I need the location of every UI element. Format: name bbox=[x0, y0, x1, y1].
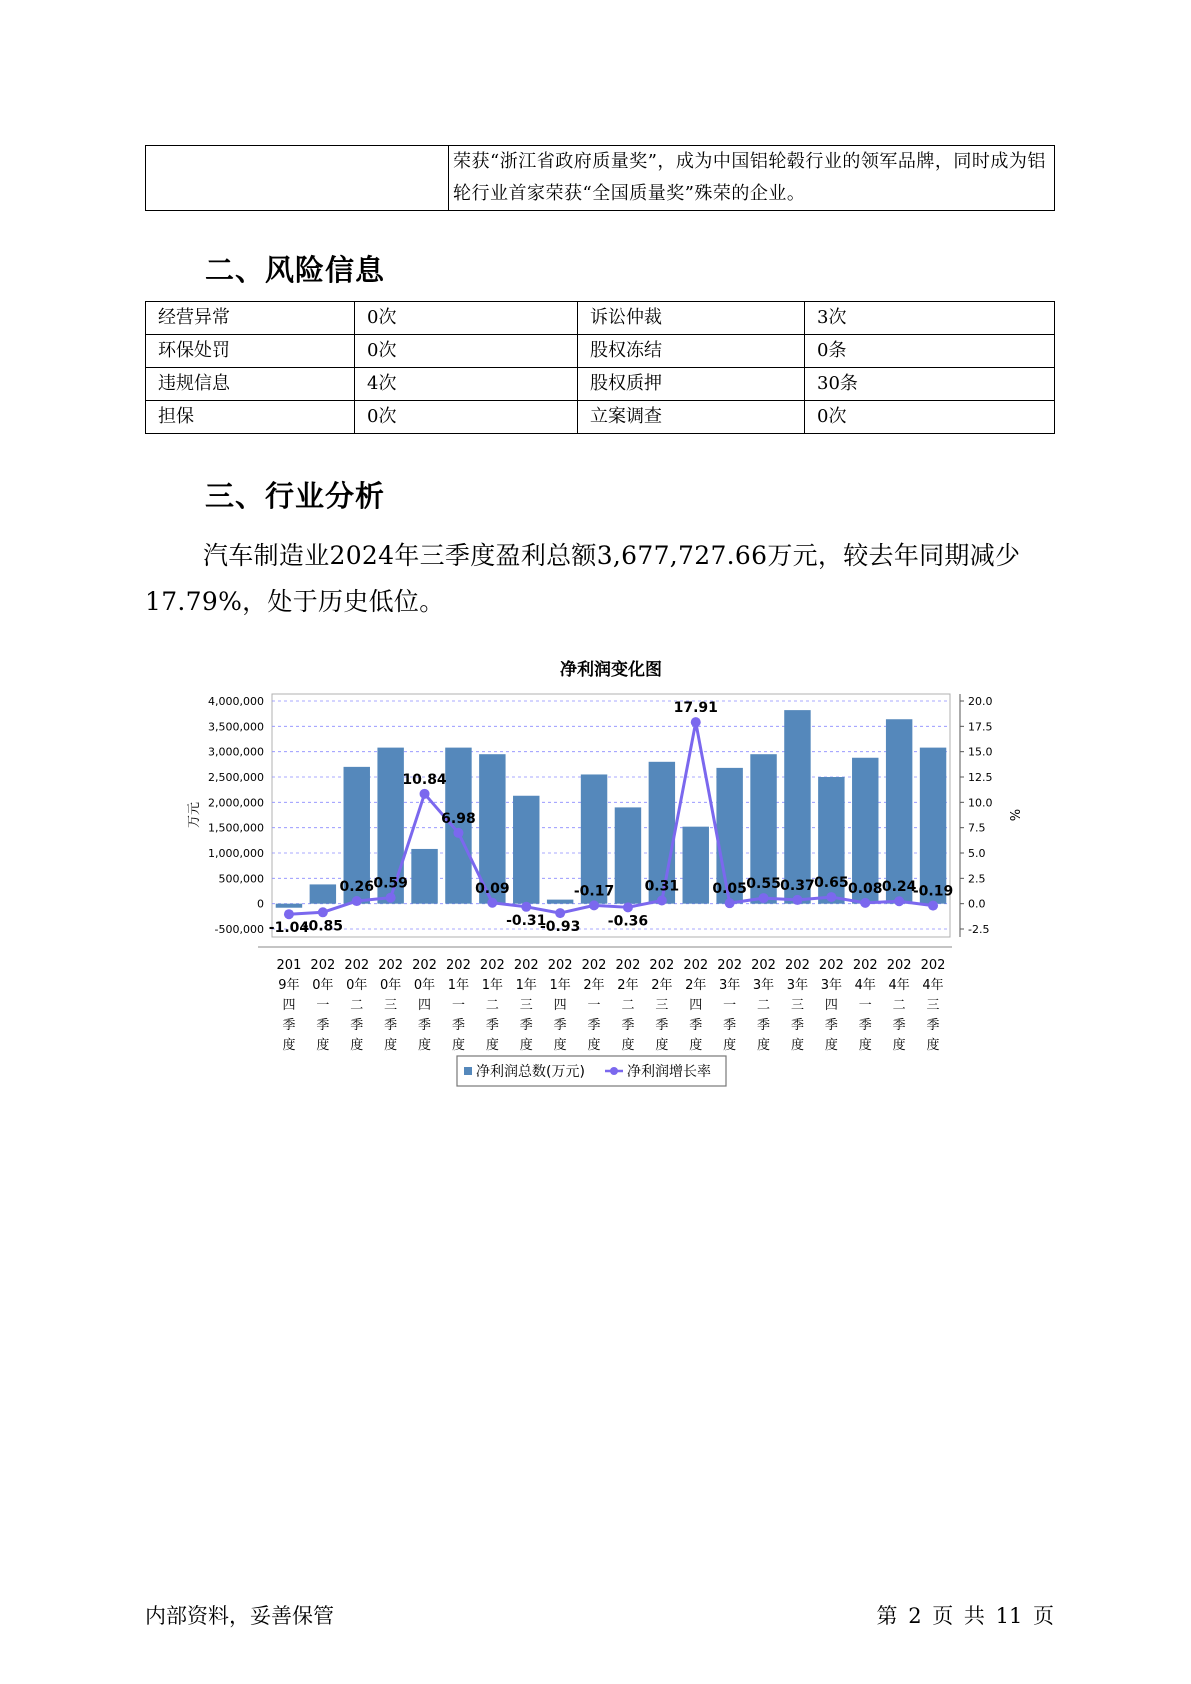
company-info-table bbox=[145, 145, 1055, 211]
x-tick-label: 度 bbox=[316, 1038, 330, 1053]
growth-point bbox=[284, 909, 294, 919]
x-tick-label: 度 bbox=[824, 1038, 838, 1053]
y2-tick-label: 2.5 bbox=[968, 872, 986, 886]
x-tick-label: 季 bbox=[757, 1018, 771, 1033]
x-tick-label: 202 bbox=[717, 958, 743, 973]
risk-value-cell: 4次 bbox=[355, 368, 578, 401]
x-tick-label: 四 bbox=[824, 998, 838, 1013]
growth-point bbox=[759, 893, 769, 903]
x-tick-label: 1年 bbox=[447, 978, 470, 993]
x-tick-label: 季 bbox=[689, 1018, 703, 1033]
x-tick-label: 4年 bbox=[922, 978, 944, 993]
data-label: -0.36 bbox=[607, 913, 649, 930]
growth-point bbox=[318, 907, 328, 917]
x-tick-label: 季 bbox=[621, 1018, 635, 1033]
x-tick-label: 0年 bbox=[380, 978, 402, 993]
x-tick-label: 202 bbox=[649, 958, 675, 973]
x-tick-label: 季 bbox=[418, 1018, 432, 1033]
data-label: -1.04 bbox=[268, 920, 310, 937]
x-tick-label: 三 bbox=[790, 998, 804, 1013]
y-tick-label: 1,000,000 bbox=[208, 847, 264, 860]
x-tick-label: 一 bbox=[451, 998, 465, 1013]
bar bbox=[683, 827, 709, 904]
y2-tick-label: 17.5 bbox=[968, 720, 993, 734]
x-tick-label: 度 bbox=[485, 1038, 499, 1053]
x-tick-label: 度 bbox=[621, 1038, 635, 1053]
growth-point bbox=[691, 717, 701, 727]
growth-point bbox=[589, 900, 599, 910]
x-tick-label: 二 bbox=[757, 998, 771, 1013]
net-profit-chart bbox=[180, 650, 1021, 1110]
chart-title: 净利润变化图 bbox=[560, 660, 662, 680]
x-tick-label: 四 bbox=[282, 998, 296, 1013]
footer-page-number: 第 2 页 共 11 页 bbox=[876, 1604, 1054, 1628]
bar bbox=[310, 884, 336, 903]
y2-axis-title: % bbox=[1006, 808, 1021, 822]
x-tick-label: 季 bbox=[723, 1018, 737, 1033]
x-tick-label: 季 bbox=[655, 1018, 669, 1033]
x-tick-label: 季 bbox=[316, 1018, 330, 1033]
growth-point bbox=[521, 902, 531, 912]
data-label: 17.91 bbox=[673, 700, 718, 717]
y-tick-label: 500,000 bbox=[218, 872, 264, 886]
x-tick-label: 季 bbox=[519, 1018, 533, 1033]
x-tick-label: 度 bbox=[587, 1038, 601, 1053]
bar bbox=[411, 849, 437, 904]
y-tick-label: 2,500,000 bbox=[208, 771, 264, 784]
table-row bbox=[146, 302, 1055, 335]
data-label: -0.85 bbox=[302, 918, 344, 935]
data-label: 0.26 bbox=[339, 879, 375, 896]
data-label: -0.17 bbox=[573, 883, 615, 900]
bar bbox=[920, 748, 946, 904]
risk-value-cell: 0次 bbox=[355, 302, 578, 335]
risk-label-cell: 违规信息 bbox=[146, 368, 355, 401]
x-tick-label: 季 bbox=[790, 1018, 804, 1033]
x-tick-label: 季 bbox=[282, 1018, 296, 1033]
x-tick-label: 季 bbox=[350, 1018, 364, 1033]
data-label: 0.59 bbox=[373, 875, 408, 892]
industry-analysis-paragraph: 汽车制造业2024年三季度盈利总额3,677,727.66万元，较去年同期减少17.79%，处于历史低位。 bbox=[145, 541, 1021, 616]
x-tick-label: 一 bbox=[587, 998, 601, 1013]
x-tick-label: 季 bbox=[451, 1018, 465, 1033]
x-tick-label: 202 bbox=[751, 958, 776, 973]
data-label: -0.19 bbox=[912, 883, 954, 900]
growth-point bbox=[453, 828, 463, 838]
risk-label-cell: 股权冻结 bbox=[578, 335, 805, 368]
x-tick-label: 202 bbox=[615, 958, 641, 973]
x-tick-label: 度 bbox=[858, 1038, 872, 1053]
x-tick-label: 202 bbox=[378, 958, 404, 973]
x-tick-label: 1年 bbox=[481, 978, 503, 993]
y2-tick-label: -2.5 bbox=[968, 923, 990, 936]
x-tick-label: 度 bbox=[384, 1038, 398, 1053]
bar bbox=[615, 807, 641, 903]
x-tick-label: 2年 bbox=[651, 978, 673, 993]
x-tick-label: 202 bbox=[818, 958, 844, 973]
x-tick-label: 202 bbox=[852, 958, 878, 973]
x-tick-label: 三 bbox=[655, 998, 669, 1013]
x-tick-label: 0年 bbox=[312, 978, 334, 993]
x-tick-label: 二 bbox=[350, 998, 364, 1013]
x-tick-label: 3年 bbox=[820, 978, 842, 993]
y-axis-title: 万元 bbox=[187, 801, 202, 829]
table-row bbox=[146, 368, 1055, 401]
risk-value-cell: 30条 bbox=[805, 368, 1055, 401]
x-tick-label: 度 bbox=[553, 1038, 567, 1053]
x-tick-label: 度 bbox=[451, 1038, 465, 1053]
data-label: -0.93 bbox=[539, 919, 581, 936]
x-tick-label: 季 bbox=[553, 1018, 567, 1033]
x-tick-label: 三 bbox=[926, 998, 940, 1013]
x-tick-label: 三 bbox=[519, 998, 533, 1013]
risk-value-cell: 0次 bbox=[805, 401, 1055, 434]
x-tick-label: 度 bbox=[757, 1038, 771, 1053]
bar bbox=[547, 900, 573, 904]
x-tick-label: 一 bbox=[723, 998, 737, 1013]
data-label: 0.55 bbox=[746, 876, 781, 893]
y-tick-label: 3,000,000 bbox=[208, 745, 264, 759]
x-tick-label: 202 bbox=[581, 958, 607, 973]
x-tick-label: 202 bbox=[547, 958, 573, 973]
x-tick-label: 季 bbox=[587, 1018, 601, 1033]
risk-value-cell: 0次 bbox=[355, 335, 578, 368]
x-tick-label: 202 bbox=[513, 958, 539, 973]
x-tick-label: 202 bbox=[479, 958, 505, 973]
x-tick-label: 度 bbox=[418, 1038, 432, 1053]
table-row bbox=[146, 146, 1055, 211]
data-label: -0.31 bbox=[506, 912, 547, 929]
x-tick-label: 4年 bbox=[854, 978, 876, 993]
risk-label-cell: 经营异常 bbox=[146, 302, 355, 335]
x-tick-label: 度 bbox=[282, 1038, 296, 1053]
growth-point bbox=[386, 893, 396, 903]
x-tick-label: 1年 bbox=[515, 978, 537, 993]
section-heading-industry: 三、行业分析 bbox=[205, 479, 386, 513]
growth-point bbox=[792, 895, 802, 905]
x-tick-label: 季 bbox=[485, 1018, 499, 1033]
x-tick-label: 1年 bbox=[549, 978, 571, 993]
x-tick-label: 度 bbox=[723, 1038, 737, 1053]
y2-tick-label: 5.0 bbox=[968, 847, 986, 860]
growth-point bbox=[725, 898, 735, 908]
x-tick-label: 202 bbox=[344, 958, 370, 973]
y2-tick-label: 0.0 bbox=[968, 897, 986, 911]
risk-value-cell: 0条 bbox=[805, 335, 1055, 368]
x-tick-label: 202 bbox=[785, 958, 810, 973]
x-tick-label: 一 bbox=[316, 998, 330, 1013]
data-label: 0.09 bbox=[475, 880, 510, 897]
section-heading-risk: 二、风险信息 bbox=[205, 253, 386, 287]
x-tick-label: 202 bbox=[683, 958, 709, 973]
x-tick-label: 三 bbox=[384, 998, 398, 1013]
x-tick-label: 202 bbox=[412, 958, 437, 973]
x-tick-label: 四 bbox=[418, 998, 432, 1013]
risk-value-cell: 0次 bbox=[355, 401, 578, 434]
legend-line-label: 净利润增长率 bbox=[627, 1064, 711, 1080]
x-tick-label: 四 bbox=[553, 998, 567, 1013]
y2-tick-label: 15.0 bbox=[968, 745, 993, 759]
footer-confidential-note: 内部资料，妥善保管 bbox=[145, 1604, 334, 1628]
growth-point bbox=[555, 908, 565, 918]
growth-point bbox=[420, 789, 430, 799]
x-tick-label: 度 bbox=[892, 1038, 906, 1053]
risk-label-cell: 股权质押 bbox=[578, 368, 805, 401]
x-tick-label: 4年 bbox=[888, 978, 910, 993]
x-tick-label: 201 bbox=[276, 958, 302, 973]
x-tick-label: 3年 bbox=[786, 978, 809, 993]
risk-label-cell: 环保处罚 bbox=[146, 335, 355, 368]
data-label: 0.24 bbox=[881, 879, 917, 896]
x-tick-label: 度 bbox=[926, 1038, 940, 1053]
data-label: 0.31 bbox=[644, 878, 680, 895]
y2-tick-label: 7.5 bbox=[968, 821, 986, 835]
x-tick-label: 9年 bbox=[278, 978, 300, 993]
x-tick-label: 季 bbox=[892, 1018, 906, 1033]
growth-point bbox=[352, 896, 362, 906]
data-label: 0.08 bbox=[847, 880, 883, 897]
x-tick-label: 3年 bbox=[752, 978, 775, 993]
risk-value-cell: 3次 bbox=[805, 302, 1055, 335]
x-tick-label: 2年 bbox=[685, 978, 707, 993]
x-tick-label: 3年 bbox=[719, 978, 741, 993]
risk-label-cell: 立案调查 bbox=[578, 401, 805, 434]
x-tick-label: 2年 bbox=[583, 978, 605, 993]
risk-label-cell: 诉讼仲裁 bbox=[578, 302, 805, 335]
x-tick-label: 202 bbox=[310, 958, 336, 973]
y-tick-label: 0 bbox=[257, 897, 264, 911]
growth-point bbox=[657, 896, 667, 906]
y2-tick-label: 20.0 bbox=[968, 695, 993, 708]
bar bbox=[784, 710, 810, 904]
x-tick-label: 二 bbox=[892, 998, 906, 1013]
x-tick-label: 度 bbox=[350, 1038, 364, 1053]
x-tick-label: 202 bbox=[446, 958, 471, 973]
x-tick-label: 二 bbox=[485, 998, 499, 1013]
x-tick-label: 度 bbox=[655, 1038, 669, 1053]
x-tick-label: 0年 bbox=[413, 978, 436, 993]
bar bbox=[513, 796, 539, 904]
growth-point bbox=[623, 902, 633, 912]
legend-bar-label: 净利润总数(万元) bbox=[476, 1064, 585, 1080]
x-tick-label: 0年 bbox=[346, 978, 368, 993]
x-tick-label: 度 bbox=[790, 1038, 804, 1053]
x-tick-label: 季 bbox=[384, 1018, 398, 1033]
y-tick-label: 1,500,000 bbox=[208, 821, 264, 835]
data-label: 0.05 bbox=[712, 881, 747, 898]
x-tick-label: 季 bbox=[858, 1018, 872, 1033]
x-tick-label: 202 bbox=[920, 958, 946, 973]
risk-info-table bbox=[145, 301, 1055, 434]
legend-bar-swatch bbox=[464, 1067, 472, 1075]
data-label: 10.84 bbox=[402, 771, 447, 788]
growth-point bbox=[928, 901, 938, 911]
x-tick-label: 四 bbox=[689, 998, 703, 1013]
table-row bbox=[146, 401, 1055, 434]
bar bbox=[276, 904, 302, 908]
growth-point bbox=[826, 892, 836, 902]
table-cell bbox=[146, 146, 449, 211]
x-tick-label: 季 bbox=[824, 1018, 838, 1033]
x-tick-label: 度 bbox=[519, 1038, 533, 1053]
table-row bbox=[146, 335, 1055, 368]
growth-point bbox=[894, 896, 904, 906]
data-label: 0.37 bbox=[780, 877, 815, 894]
risk-label-cell: 担保 bbox=[146, 401, 355, 434]
y2-tick-label: 12.5 bbox=[968, 771, 993, 784]
y2-tick-label: 10.0 bbox=[968, 796, 993, 810]
x-tick-label: 度 bbox=[689, 1038, 703, 1053]
bar bbox=[886, 719, 912, 903]
x-tick-label: 2年 bbox=[617, 978, 639, 993]
growth-point bbox=[860, 898, 870, 908]
table-cell: 荣获“浙江省政府质量奖”，成为中国铝轮毂行业的领军品牌，同时成为铝轮行业首家荣获“全国质量奖”殊荣的企业。 bbox=[449, 146, 1055, 211]
y-tick-label: 3,500,000 bbox=[208, 720, 264, 734]
x-tick-label: 一 bbox=[858, 998, 872, 1013]
x-tick-label: 二 bbox=[621, 998, 635, 1013]
y-tick-label: -500,000 bbox=[214, 923, 264, 936]
x-tick-label: 季 bbox=[926, 1018, 940, 1033]
data-label: 0.65 bbox=[814, 875, 849, 892]
x-tick-label: 202 bbox=[886, 958, 912, 973]
legend-line-marker bbox=[610, 1067, 618, 1075]
y-tick-label: 4,000,000 bbox=[208, 695, 264, 708]
growth-point bbox=[487, 898, 497, 908]
y-tick-label: 2,000,000 bbox=[208, 796, 264, 810]
data-label: 6.98 bbox=[441, 810, 476, 827]
